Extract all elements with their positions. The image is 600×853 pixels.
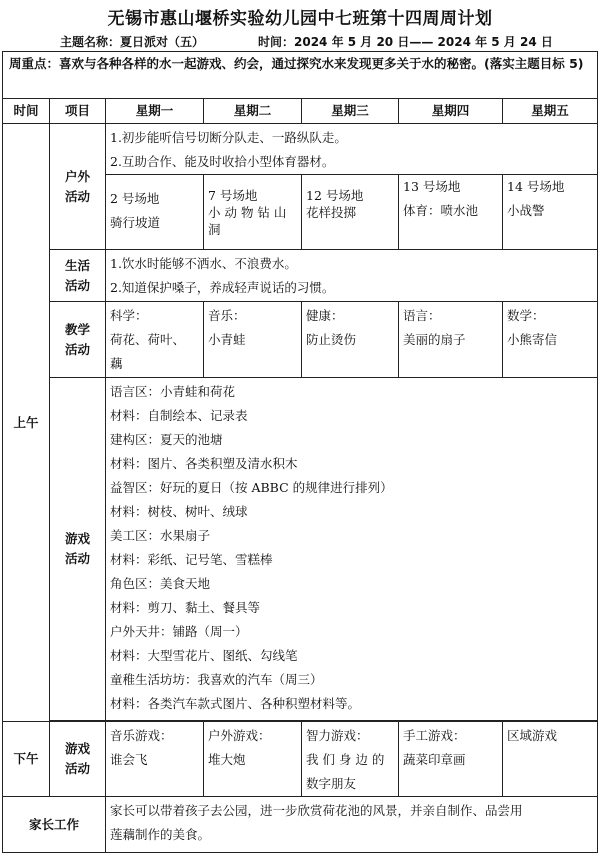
afternoon-friday: 区域游戏 — [503, 722, 598, 797]
outdoor-goals — [106, 124, 598, 175]
header-thursday: 星期四 — [399, 99, 503, 124]
outdoor-monday: 2 号场地 骑行坡道 — [106, 175, 204, 250]
plan-table — [2, 51, 598, 853]
games-line: 材料：各类汽车款式图片、各种积塑材料等。 — [110, 696, 361, 711]
page-title: 无锡市惠山堰桥实验幼儿园中七班第十四周周计划 — [107, 9, 493, 29]
week-focus: 周重点：喜欢与各种各样的水一起游戏、约会，通过探究水来发现更多关于水的秘密。(落实主题目标 5) — [3, 52, 598, 99]
life-line: 1.饮水时能够不洒水、不浪费水。 — [110, 256, 297, 271]
header-item: 项目 — [50, 99, 106, 124]
games-line: 童稚生活坊坊：我喜欢的汽车（周三） — [110, 672, 323, 687]
games-line: 材料：自制绘本、记录表 — [110, 408, 248, 423]
teaching-wednesday: 健康： 防止烫伤 — [302, 302, 399, 378]
life-line: 2.知道保护嗓子，养成轻声说话的习惯。 — [110, 280, 335, 295]
outdoor-tuesday: 7 号场地 小 动 物 钻 山 洞 — [204, 175, 302, 250]
teaching-friday: 数学： 小熊寄信 — [503, 302, 598, 378]
life-label: 生活 活动 — [50, 250, 106, 302]
parents-line: 莲藕制作的美食。 — [110, 827, 211, 842]
afternoon-monday: 音乐游戏： 谁会飞 — [106, 722, 204, 797]
afternoon-tuesday: 户外游戏： 堆大炮 — [204, 722, 302, 797]
games-line: 角色区：美食天地 — [110, 576, 211, 591]
parents-line: 家长可以带着孩子去公园，进一步欣赏荷花池的风景，并亲自制作、品尝用 — [110, 803, 523, 818]
outdoor-friday: 14 号场地 小战警 — [503, 175, 598, 250]
outdoor-label: 户外 活动 — [50, 124, 106, 250]
header-tuesday: 星期二 — [204, 99, 302, 124]
parents-label: 家长工作 — [3, 797, 106, 853]
parents-content — [106, 797, 598, 853]
games-line: 材料：剪刀、黏土、餐具等 — [110, 600, 261, 615]
theme-name: 主题名称：夏日派对（五） — [60, 35, 205, 49]
teaching-label: 教学 活动 — [50, 302, 106, 378]
games-line: 材料：彩纸、记号笔、雪糕棒 — [110, 552, 273, 567]
outdoor-goal: 1.初步能听信号切断分队走、一路纵队走。 — [110, 130, 347, 145]
outdoor-thursday: 13 号场地 体育：喷水池 — [399, 175, 503, 250]
life-content — [106, 250, 598, 302]
games-line: 材料：树枝、树叶、绒球 — [110, 504, 248, 519]
header-friday: 星期五 — [503, 99, 598, 124]
header-wednesday: 星期三 — [302, 99, 399, 124]
afternoon-games-label: 游戏 活动 — [50, 722, 106, 797]
outdoor-wednesday: 12 号场地 花样投掷 — [302, 175, 399, 250]
afternoon-wednesday: 智力游戏： 我 们 身 边 的 数字朋友 — [302, 722, 399, 797]
teaching-tuesday: 音乐： 小青蛙 — [204, 302, 302, 378]
games-line: 材料：图片、各类积塑及清水积木 — [110, 456, 298, 471]
outdoor-goal: 2.互助合作、能及时收拾小型体育器材。 — [110, 154, 335, 169]
period-morning: 上午 — [3, 124, 50, 722]
teaching-thursday: 语言： 美丽的扇子 — [399, 302, 503, 378]
date-range: 时间：2024 年 5 月 20 日—— 2024 年 5 月 24 日 — [258, 35, 553, 49]
games-line: 语言区：小青蛙和荷花 — [110, 384, 236, 399]
games-line: 益智区：好玩的夏日（按 ABBC 的规律进行排列） — [110, 480, 393, 495]
games-line: 建构区：夏天的池塘 — [110, 432, 223, 447]
teaching-monday: 科学： 荷花、荷叶、 藕 — [106, 302, 204, 378]
games-line: 材料：大型雪花片、图纸、勾线笔 — [110, 648, 298, 663]
header-monday: 星期一 — [106, 99, 204, 124]
games-label: 游戏 活动 — [50, 378, 106, 721]
games-line: 美工区：水果扇子 — [110, 528, 211, 543]
period-afternoon: 下午 — [3, 722, 50, 797]
afternoon-thursday: 手工游戏： 蔬菜印章画 — [399, 722, 503, 797]
header-time: 时间 — [3, 99, 50, 124]
games-content — [106, 378, 598, 721]
games-line: 户外天井：铺路（周一） — [110, 624, 248, 639]
